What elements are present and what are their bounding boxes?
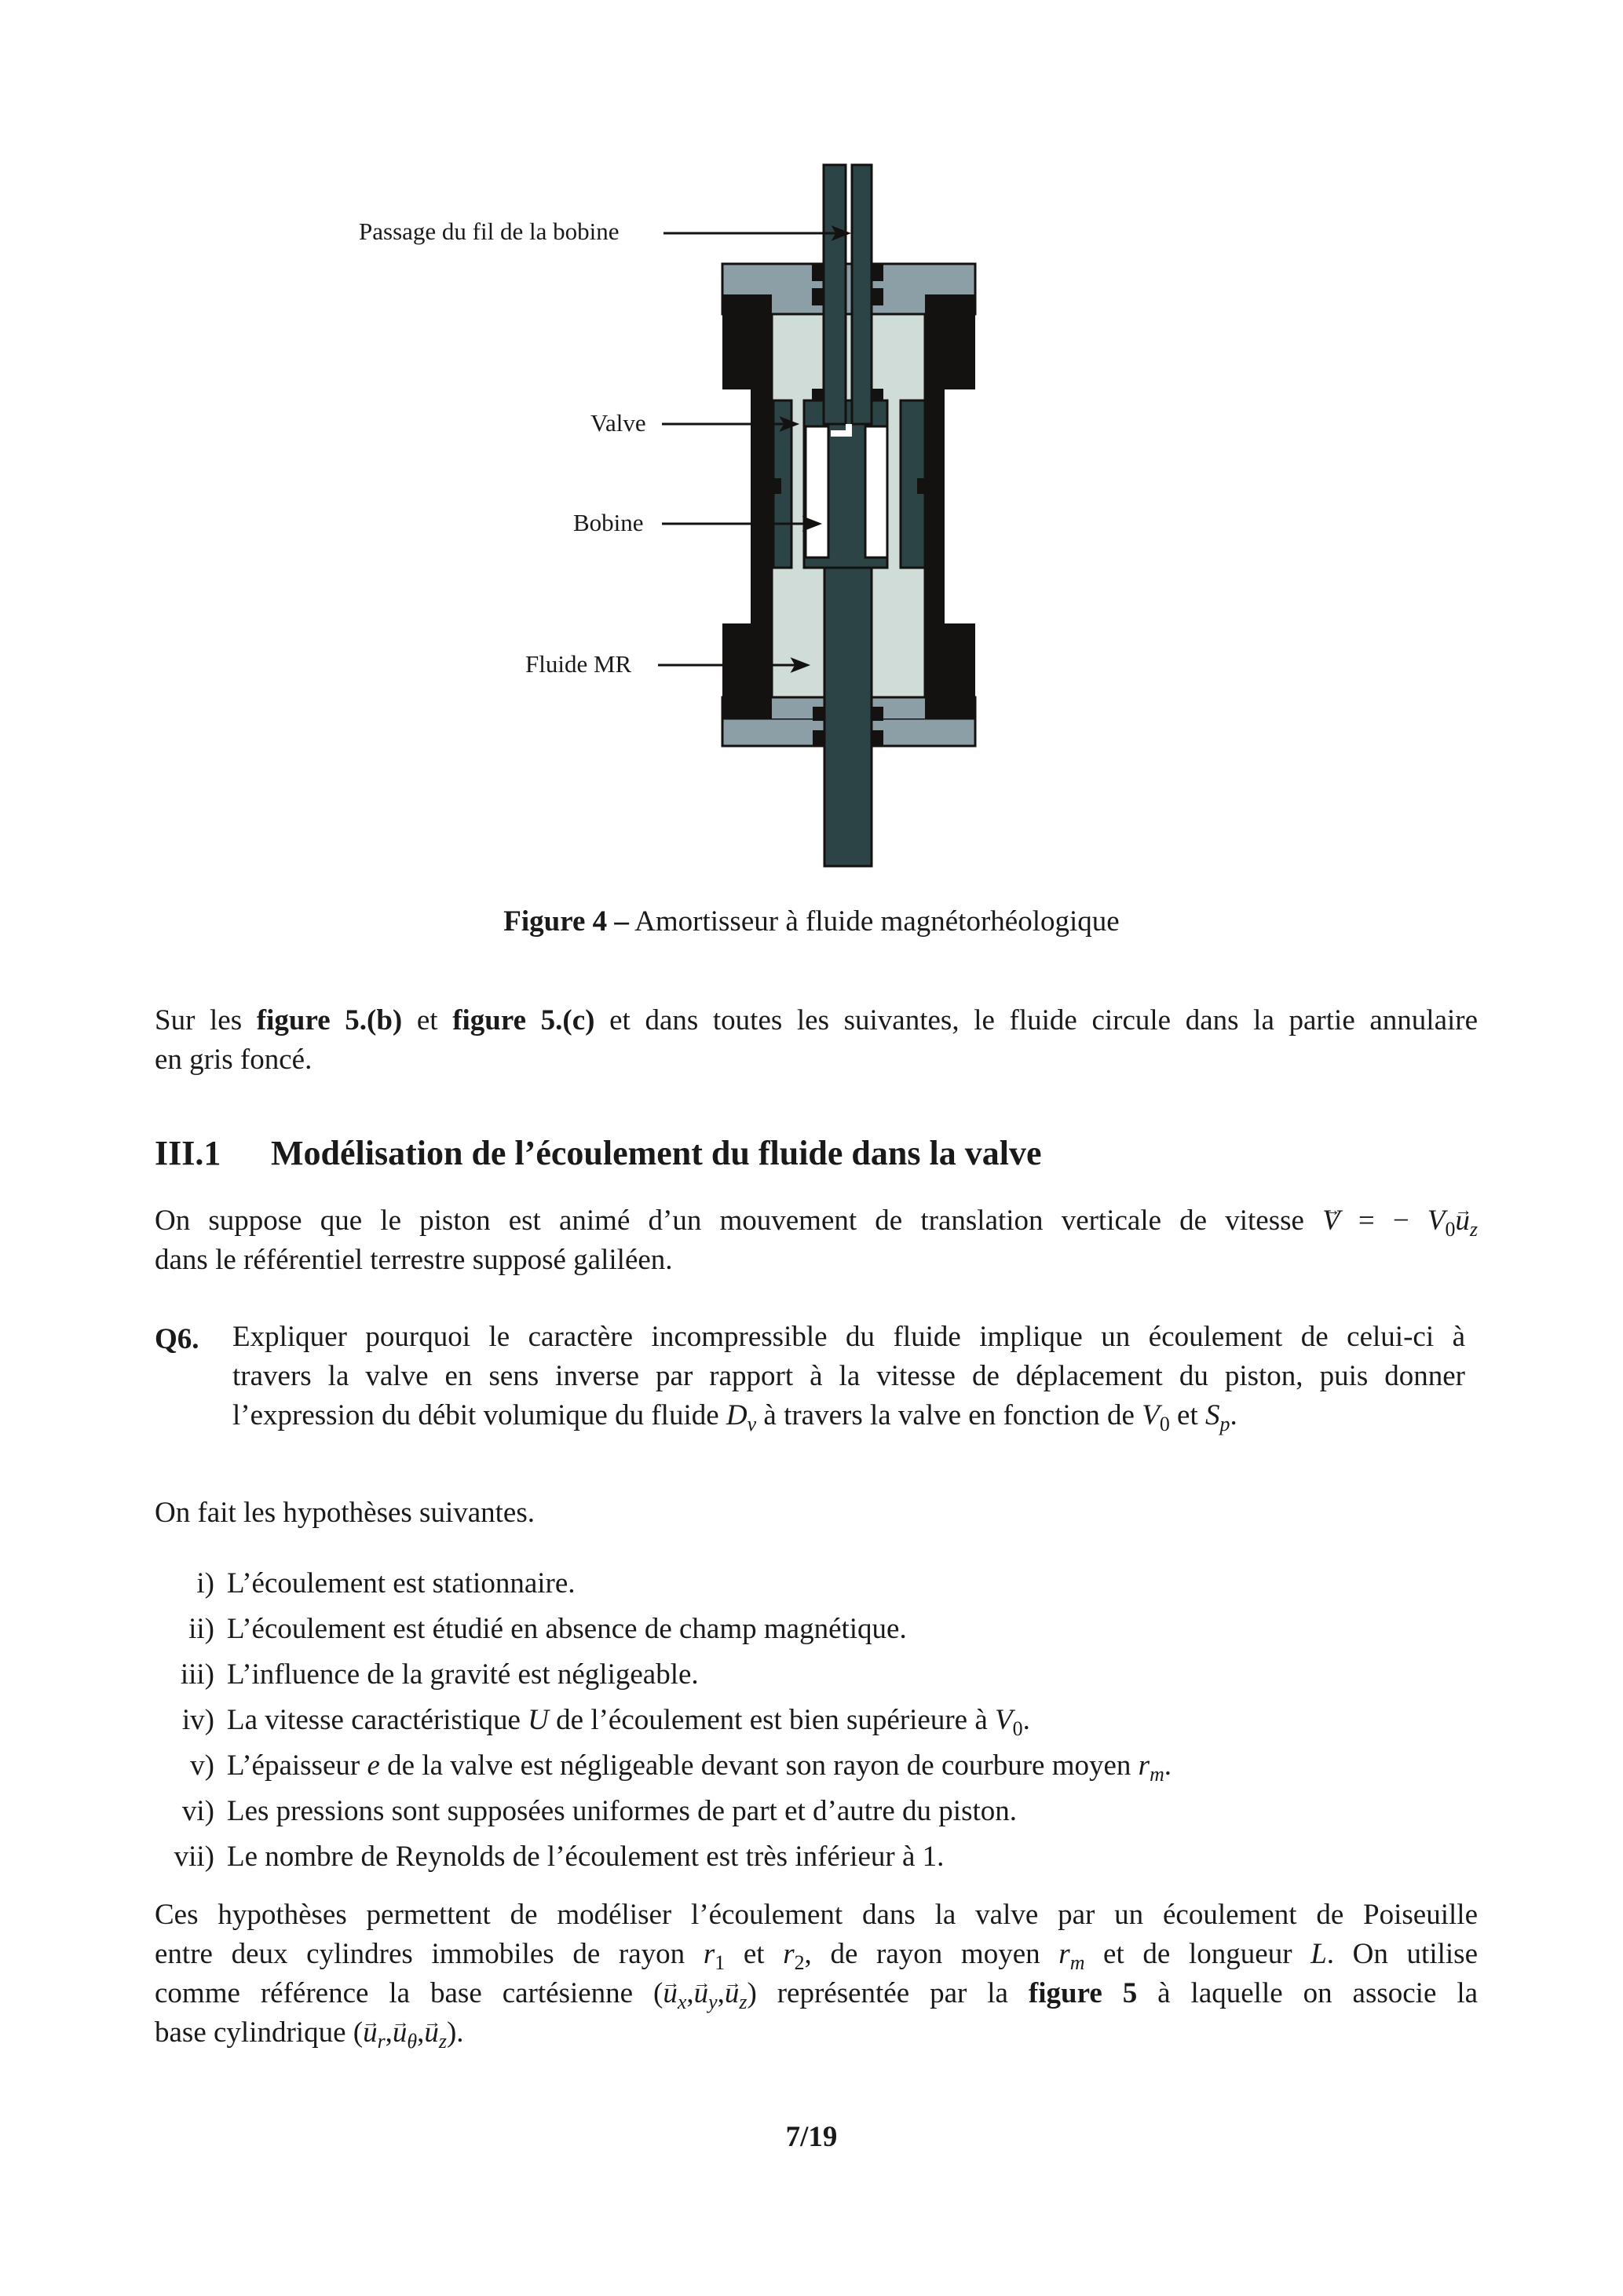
subscript: v — [747, 1412, 757, 1435]
item-number: v) — [190, 1749, 214, 1782]
text: On suppose que le piston est animé d’un mouvement de translation verticale de vitesse — [155, 1205, 1304, 1237]
subscript: x — [677, 1990, 687, 2013]
text: . On utilise — [1326, 1938, 1478, 1970]
item-number: vii) — [174, 1841, 214, 1873]
subscript: p — [1219, 1412, 1230, 1435]
var-l: L — [1310, 1938, 1327, 1970]
text: ). — [446, 2016, 464, 2049]
item-text: de la valve est négligeable devant son rayon de courbure moyen — [379, 1749, 1139, 1782]
figure-caption — [0, 905, 1623, 939]
item-text: L’épaisseur — [227, 1749, 367, 1782]
text: et de longueur — [1084, 1938, 1311, 1970]
item-text: La vitesse caractéristique — [227, 1704, 528, 1736]
list-item — [155, 1834, 1172, 1880]
var-rm: r — [1058, 1938, 1070, 1970]
var-e: e — [367, 1749, 380, 1782]
unit-vector-y: → u — [694, 1974, 709, 2013]
figure-4 — [0, 0, 1623, 879]
item-text: L’écoulement est étudié en absence de champ magnétique. — [227, 1613, 907, 1645]
page-number: 7/19 — [785, 2121, 838, 2153]
var-sp: S — [1204, 1399, 1220, 1431]
caption-text: Amortisseur à fluide magnétorhéologique — [634, 905, 1120, 938]
text: et dans toutes les suivantes, le fluide circule dans la partie annulaire — [594, 1004, 1479, 1036]
text: comme référence la base cartésienne ( — [155, 1977, 663, 2009]
item-text: de l’écoulement est bien supérieure à — [548, 1704, 996, 1736]
figure-ref: figure 5.(b) — [256, 1004, 403, 1036]
text: Expliquer pourquoi le caractère incompressible du fluide implique un écoulement de celui-ci à — [232, 1321, 1465, 1353]
subscript: 0 — [1445, 1217, 1456, 1241]
text: , de rayon moyen — [804, 1938, 1059, 1970]
velocity-vector: → V — [1322, 1201, 1340, 1241]
subscript: 2 — [794, 1951, 805, 1974]
var-v0: V — [995, 1704, 1013, 1736]
text: On fait les hypothèses suivantes. — [155, 1497, 535, 1529]
text: et — [725, 1938, 784, 1970]
item-number: i) — [196, 1567, 214, 1600]
piston-motion-paragraph — [155, 1201, 1478, 1280]
list-item — [155, 1789, 1172, 1834]
unit-vector-x: → u — [663, 1974, 678, 2013]
equals: = − — [1340, 1205, 1427, 1237]
hypotheses-list — [155, 1561, 1172, 1880]
var-rm: r — [1138, 1749, 1150, 1782]
unit-vector-z: → u — [725, 1974, 740, 2013]
hypotheses-intro — [155, 1493, 1478, 1533]
item-number: ii) — [188, 1613, 214, 1645]
list-item — [155, 1743, 1172, 1789]
item-number: iv) — [181, 1704, 214, 1736]
text: l’expression du débit volumique du fluide — [232, 1399, 726, 1431]
subscript: 0 — [1159, 1412, 1170, 1435]
label-wire-passage: Passage du fil de la bobine — [359, 218, 620, 245]
subscript: 0 — [1012, 1717, 1023, 1740]
text: ) représentée par la — [747, 1977, 1029, 2009]
label-mr-fluid: Fluide MR — [525, 650, 632, 678]
text: à laquelle on associe la — [1137, 1977, 1479, 2009]
section-heading — [155, 1133, 1041, 1173]
text: base cylindrique ( — [155, 2016, 364, 2049]
item-text: Les pressions sont supposées uniformes de part et d’autre du piston. — [227, 1795, 1018, 1827]
subscript: z — [438, 2029, 447, 2053]
text: entre deux cylindres immobiles de rayon — [155, 1938, 704, 1970]
subscript: θ — [407, 2029, 418, 2053]
text: Ces hypothèses permettent de modéliser l’écoulement dans la valve par un écoulement de Poiseuille — [155, 1899, 1478, 1931]
var-v0: V — [1142, 1399, 1160, 1431]
unit-vector-z: → u — [424, 2013, 439, 2053]
var-u: U — [528, 1704, 549, 1736]
item-text: L’influence de la gravité est négligeable. — [227, 1658, 699, 1691]
subscript: z — [1469, 1217, 1478, 1241]
subscript: z — [739, 1990, 748, 2013]
label-valve: Valve — [590, 409, 646, 437]
unit-vector-theta: → u — [393, 2013, 408, 2053]
item-text: . — [1022, 1704, 1030, 1736]
var-r1: r — [703, 1938, 715, 1970]
text: et — [402, 1004, 453, 1036]
text: . — [1230, 1399, 1237, 1431]
label-coil: Bobine — [573, 509, 644, 536]
text: en gris foncé. — [155, 1044, 313, 1076]
text: dans le référentiel terrestre supposé galiléen. — [155, 1244, 673, 1276]
figure-ref: figure 5 — [1028, 1977, 1138, 2009]
subscript: m — [1069, 1951, 1085, 1974]
var-r2: r — [783, 1938, 795, 1970]
text: à travers la valve en fonction de — [756, 1399, 1142, 1431]
item-number: vi) — [181, 1795, 214, 1827]
poiseuille-paragraph: Ces hypothèses permettent de modéliser l’écoulement dans la valve par un écoulement de Poiseuille entre deux cylindres immobiles de rayon $r_1$ et $r_2$, de rayon moyen $r_m$ et de longueur L. On utilise comme référence la base cartésienne (→ $u_x,\to u_y,\to u_z$) représentée par la figure 5 à laquelle on associe la base cylindrique (→ $u_r,\to u_\theta,\to u_z$). — [155, 1896, 1478, 2053]
text: et — [1169, 1399, 1205, 1431]
unit-vector-r: → u — [363, 2013, 378, 2053]
list-item — [155, 1698, 1172, 1743]
item-text: L’écoulement est stationnaire. — [227, 1567, 576, 1600]
list-item — [155, 1652, 1172, 1698]
mr-damper-diagram — [0, 0, 1623, 879]
figure-ref: figure 5.(c) — [452, 1004, 595, 1036]
unit-vector-z: → u — [1455, 1201, 1470, 1241]
question-text — [232, 1318, 1465, 1435]
section-title: Modélisation de l’écoulement du fluide dans la valve — [271, 1134, 1042, 1172]
list-item — [155, 1561, 1172, 1607]
subscript: r — [377, 2029, 386, 2053]
v0: V — [1427, 1205, 1446, 1237]
subscript: 1 — [715, 1951, 726, 1974]
text: Sur les — [155, 1004, 257, 1036]
intro-paragraph — [155, 1001, 1478, 1080]
question-label: Q6. — [155, 1323, 199, 1355]
subscript: m — [1150, 1762, 1164, 1786]
item-number: iii) — [180, 1658, 214, 1691]
item-text: Le nombre de Reynolds de l’écoulement est très inférieur à 1. — [227, 1841, 945, 1873]
caption-label: Figure 4 – — [503, 905, 629, 938]
section-number: III.1 — [155, 1134, 221, 1172]
item-text: . — [1164, 1749, 1172, 1782]
subscript: y — [708, 1990, 718, 2013]
text: travers la valve en sens inverse par rapport à la vitesse de déplacement du piston, puis donner — [232, 1360, 1465, 1392]
var-dv: D — [726, 1399, 748, 1431]
list-item — [155, 1607, 1172, 1652]
